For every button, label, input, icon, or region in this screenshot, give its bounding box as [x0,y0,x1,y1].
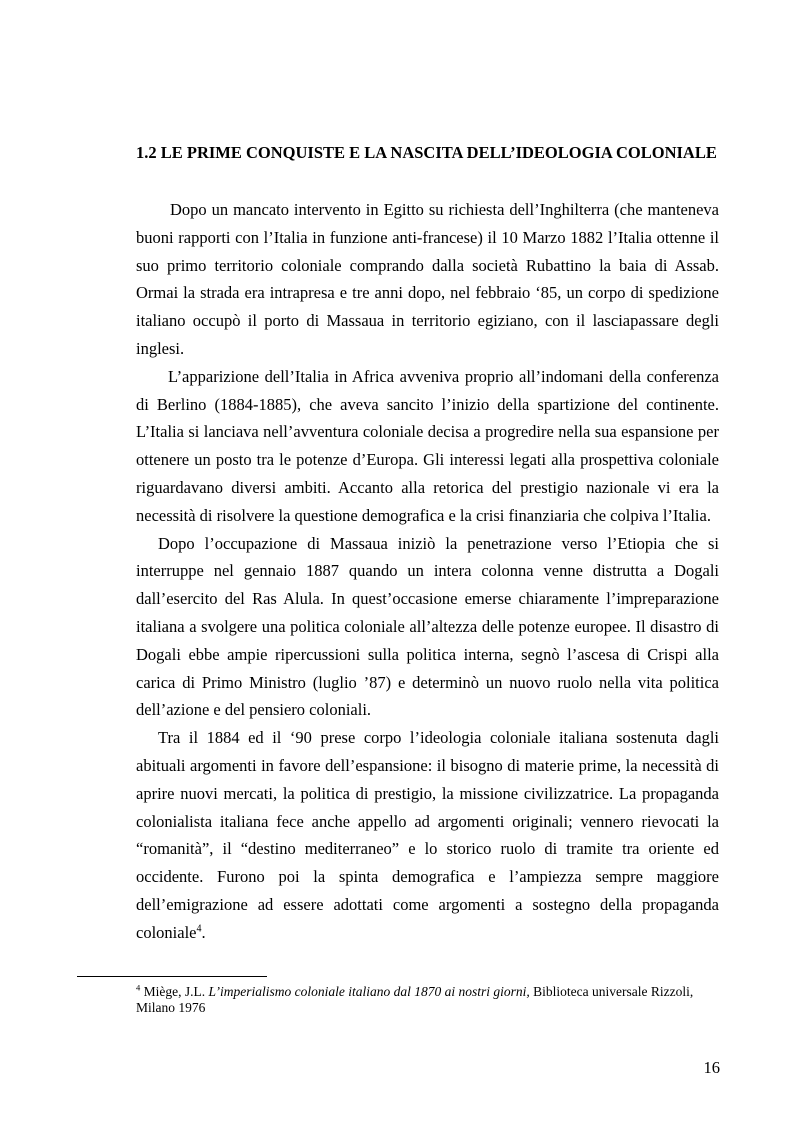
paragraph-text: L’apparizione dell’Italia in Africa avveniva proprio all’indomani della conferenza di Berlino (1884-1885), che aveva sancito l’inizio della spartizione del continente. L’Italia si lanciava nell’avventura coloniale decisa a progredire nella sua espansione per ottenere un posto tra le potenze d’Europa. Gli interessi legati alla prospettiva coloniale riguardavano diversi ambiti. Accanto alla retorica del prestigio nazionale vi era la necessità di risolvere la questione demografica e la crisi finanziaria che colpiva l’Italia. [136,366,719,525]
footnote-separator [77,976,267,977]
section-heading: 1.2 LE PRIME CONQUISTE E LA NASCITA DELL’IDEOLOGIA COLONIALE [136,143,717,162]
paragraph [136,196,719,363]
page-number: 16 [703,1058,720,1077]
paragraph-text: Tra il 1884 ed il ‘90 prese corpo l’ideologia coloniale italiana sostenuta dagli abituali argomenti in favore dell’espansione: il bisogno di materie prime, la necessità di aprire nuovi mercati, la politica di prestigio, la missione civilizzatrice. La propaganda colonialista italiana fece anche appello ad argomenti originali; vennero rievocati la “romanità”, il “destino mediterraneo” e lo storico ruolo di tramite tra oriente ed occidente. Furono poi la spinta demografica e l’ampiezza sempre maggiore dell’emigrazione ad essere adottati come argomenti a sostegno della propaganda coloniale [136,728,719,942]
footnote-reference[interactable]: 4 [196,923,202,935]
footnote [136,984,719,1016]
paragraph-text: Dopo l’occupazione di Massaua iniziò la penetrazione verso l’Etiopia che si interruppe nel gennaio 1887 quando un intera colonna venne distrutta a Dogali dall’esercito del Ras Alula. In quest’occasione emerse chiaramente l’impreparazione italiana a svolgere una politica coloniale all’altezza delle potenze europee. Il disastro di Dogali ebbe ampie ripercussioni sulla politica interna, segnò l’ascesa di Crispi alla carica di Primo Ministro (luglio ’87) e determinò un nuovo ruolo nella vita politica dell’azione e del pensiero coloniali. [136,533,719,720]
footnote-author: Miège, J.L. [143,984,209,999]
paragraph-end: . [201,922,206,942]
body-text [136,196,719,947]
paragraph [136,724,719,946]
footnote-publisher: Biblioteca universale Rizzoli, Milano 1976 [136,984,694,1015]
paragraph-text: Dopo un mancato intervento in Egitto su richiesta dell’Inghilterra (che manteneva buoni rapporti con l’Italia in funzione anti-francese) il 10 Marzo 1882 l’Italia ottenne il suo primo territorio coloniale comprando dalla società Rubattino la baia di Assab. Ormai la strada era intrapresa e tre anni dopo, nel febbraio ‘85, un corpo di spedizione italiano occupò il porto di Massaua in territorio egiziano, con il lasciapassare degli inglesi. [136,200,719,358]
footnote-number: 4 [136,982,141,993]
footnote-title: L’imperialismo coloniale italiano dal 1870 ai nostri giorni, [208,984,530,999]
paragraph [136,363,719,530]
paragraph [136,530,719,725]
